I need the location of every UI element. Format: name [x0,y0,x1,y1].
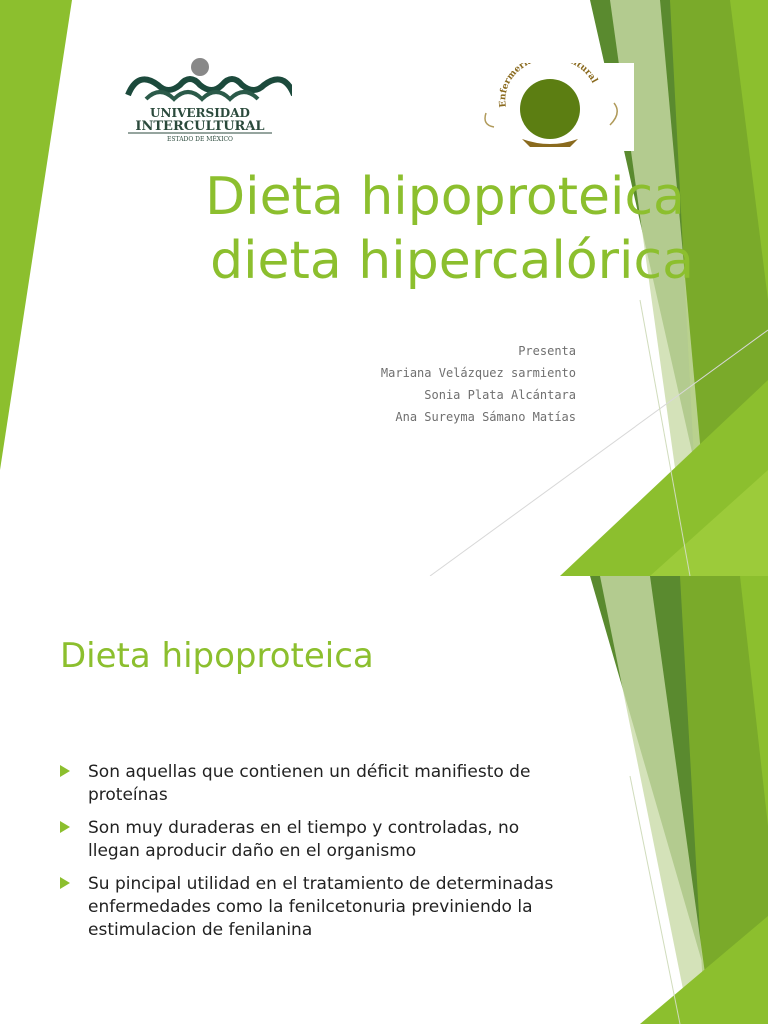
left-green-sliver [0,0,72,470]
title-line-1: Dieta hipoproteica [205,167,685,227]
presenters-label: Presenta [518,344,576,358]
presenter-name: Sonia Plata Alcántara [424,388,576,402]
university-logo-image [108,55,292,143]
presenter-name: Ana Sureyma Sámano Matías [395,410,576,424]
bullet-item [60,817,560,863]
bullet-text: Son aquellas que contienen un déficit manifiesto de proteínas [88,762,531,805]
logo-text-line1: UNIVERSIDAD [150,106,250,120]
bullet-item [60,873,560,942]
bullet-arrow-icon [60,877,70,889]
nursing-logo-image [466,63,634,151]
logo-swirl-ornament [146,92,258,99]
presenters-block [381,340,576,428]
bullet-arrow-icon [60,765,70,777]
university-logo [108,55,292,143]
logo-sun-icon [191,58,209,76]
nursing-logo [466,63,634,151]
logo-text-line2: INTERCULTURAL [135,119,265,134]
content-slide [0,576,768,1024]
title-line-2: dieta hipercalórica [210,231,694,291]
nursing-logo-lamp-base [522,139,578,147]
presentation-title [170,165,720,293]
slide-heading: Dieta hipoproteica [60,636,374,676]
bullet-item [60,761,560,807]
logo-text-line3: ESTADO DE MÉXICO [167,136,233,143]
bullet-text: Su pincipal utilidad en el tratamiento de determinadas enfermedades como la fenilcetonuria previniendo la estimulacion de fenilanina [88,874,554,940]
bullet-text: Son muy duraderas en el tiempo y controladas, no llegan aproducir daño en el organismo [88,818,520,861]
bullet-list [60,761,560,952]
nursing-logo-arc-text: Enfermerí ltural [498,63,600,108]
nursing-logo-green-disc [520,79,580,139]
bullet-arrow-icon [60,821,70,833]
presenter-name: Mariana Velázquez sarmiento [380,366,576,380]
